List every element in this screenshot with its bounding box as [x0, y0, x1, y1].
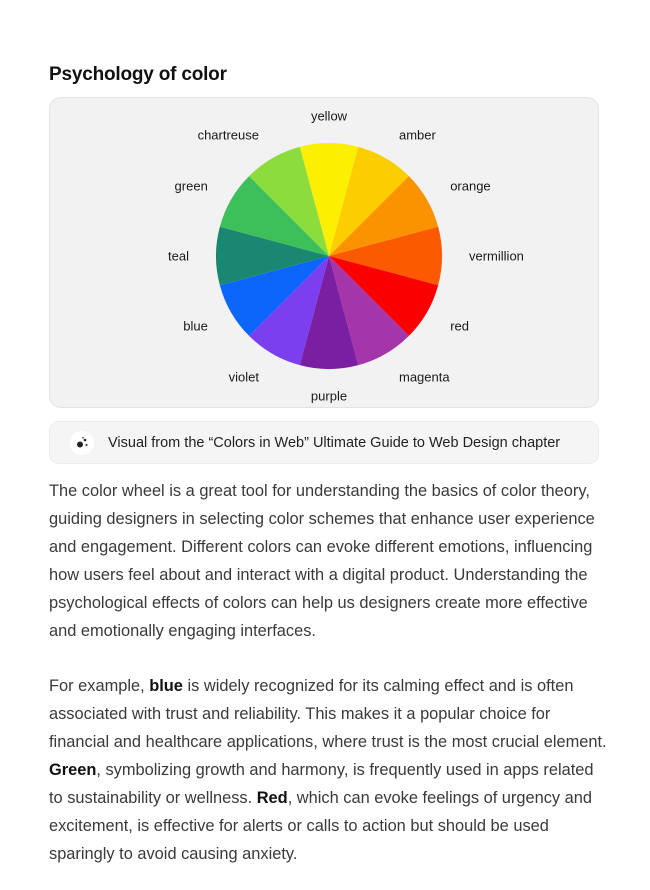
keyword-red: Red [256, 789, 288, 807]
section-title: Psychology of color [49, 64, 227, 85]
color-wheel [50, 98, 600, 409]
wheel-label-violet: violet [228, 369, 259, 385]
paragraph-text: , symbolizing growth and harmony, is frequently used in apps related to sustainability or wellness. [49, 761, 594, 807]
body-paragraph-1: The color wheel is a great tool for understanding the basics of color theory, guiding designers in selecting color schemes that enhance user experience and engagement. Different colors can evoke different emotions, influencing how users feel about and interact with a digital product. Understanding the psychological effects of colors can help us designers create more effective and emotionally engaging interfaces. [49, 482, 595, 640]
wheel-label-magenta: magenta [399, 369, 450, 385]
paragraph-text: is widely recognized for its calming effect and is often associated with trust and reliability. This makes it a popular choice for financial and healthcare applications, where trust is the most crucial element. [49, 677, 607, 751]
wheel-label-purple: purple [310, 388, 348, 404]
wheel-label-chartreuse: chartreuse [197, 127, 259, 143]
paragraph-text: , which can evoke feelings of urgency and excitement, is effective for alerts or calls to action but should be used sparingly to avoid causing anxiety. [49, 789, 593, 863]
keyword-blue: blue [149, 677, 183, 695]
sparkle-icon [70, 431, 94, 455]
body-paragraph-2 [49, 672, 609, 868]
wheel-label-blue: blue [183, 318, 208, 334]
wheel-label-yellow: yellow [310, 108, 348, 124]
color-wheel-figure [49, 97, 599, 408]
wheel-label-amber: amber [399, 127, 436, 143]
wheel-label-red: red [450, 318, 469, 334]
caption-text: Visual from the “Colors in Web” Ultimate Guide to Web Design chapter [108, 434, 561, 451]
wheel-label-teal: teal [168, 248, 189, 264]
figure-caption [49, 421, 599, 464]
keyword-green: Green [49, 761, 97, 779]
wheel-label-green: green [174, 178, 208, 194]
paragraph-text: For example, [49, 677, 150, 695]
wheel-label-orange: orange [450, 178, 491, 194]
wheel-label-vermillion: vermillion [469, 248, 524, 264]
